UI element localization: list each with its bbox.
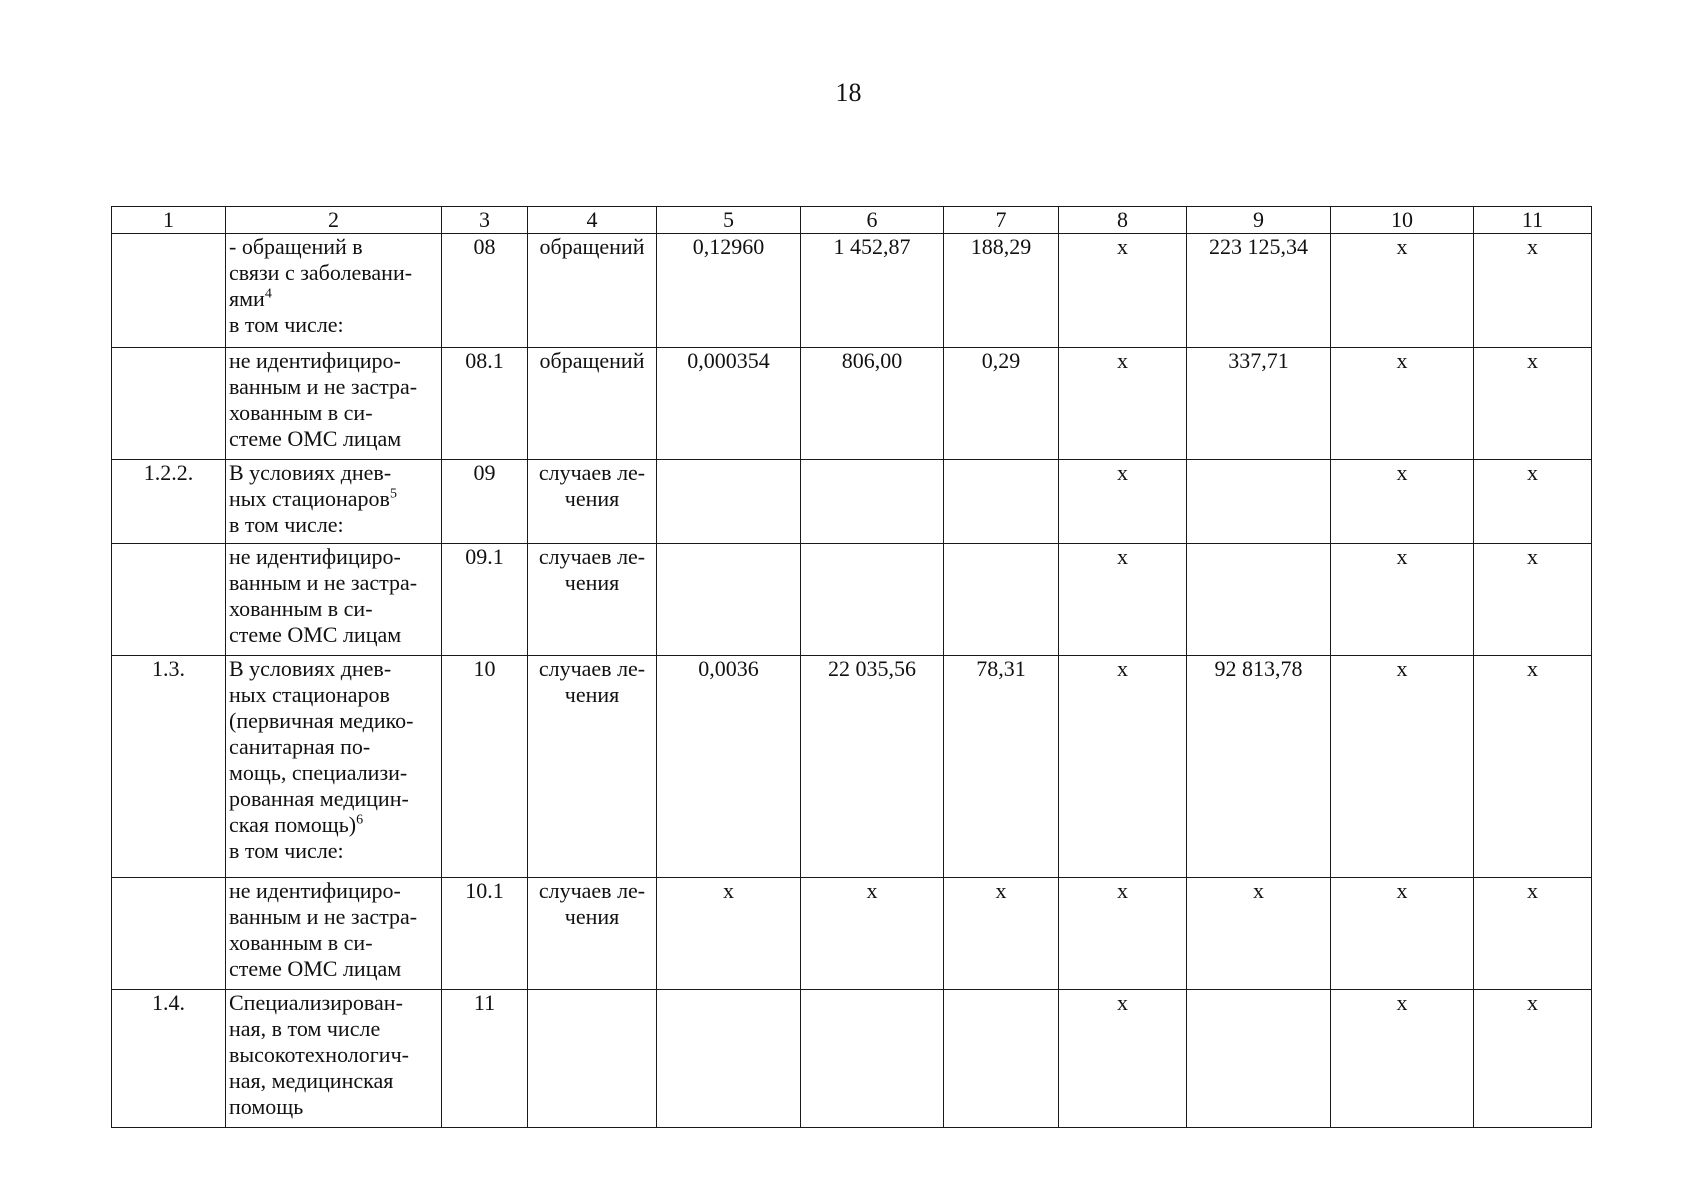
value-cell: x [1059, 348, 1187, 460]
value-cell: x [1331, 656, 1474, 878]
column-number: 7 [944, 207, 1059, 234]
table-row [112, 234, 1592, 348]
row-description: В условиях днев- ных стационаров (первичная медико- санитарная по- мощь, специализи- рованная медицин- ская помощь)$^6$ в том числе: [226, 656, 442, 878]
section-number [112, 878, 226, 990]
unit-cell: случаев ле- чения [528, 878, 657, 990]
row-code: 09 [442, 460, 528, 544]
value-cell [1187, 544, 1331, 656]
value-cell [944, 460, 1059, 544]
value-cell [801, 990, 944, 1128]
value-cell: 92 813,78 [1187, 656, 1331, 878]
value-cell [944, 544, 1059, 656]
value-cell: 0,12960 [657, 234, 801, 348]
value-cell: 0,000354 [657, 348, 801, 460]
table-row [112, 990, 1592, 1128]
value-cell: x [944, 878, 1059, 990]
value-cell: x [1187, 878, 1331, 990]
column-number: 6 [801, 207, 944, 234]
value-cell: x [1331, 234, 1474, 348]
value-cell: 806,00 [801, 348, 944, 460]
row-code: 10 [442, 656, 528, 878]
value-cell: x [1059, 544, 1187, 656]
row-code: 08.1 [442, 348, 528, 460]
section-number: 1.3. [112, 656, 226, 878]
value-cell: x [1474, 656, 1592, 878]
page-number: 18 [835, 78, 862, 107]
value-cell: 0,29 [944, 348, 1059, 460]
value-cell: x [1474, 234, 1592, 348]
value-cell: x [1059, 878, 1187, 990]
value-cell: 337,71 [1187, 348, 1331, 460]
value-cell: x [1474, 990, 1592, 1128]
value-cell: x [1331, 990, 1474, 1128]
table-row [112, 348, 1592, 460]
value-cell: x [801, 878, 944, 990]
value-cell: x [1331, 460, 1474, 544]
column-number: 10 [1331, 207, 1474, 234]
row-description: В условиях днев- ных стационаров$^5$ в том числе: [226, 460, 442, 544]
column-number-row [112, 207, 1592, 234]
value-cell [657, 544, 801, 656]
row-description: - обращений в связи с заболевани- ями$^4$ в том числе: [226, 234, 442, 348]
unit-cell: обращений [528, 234, 657, 348]
row-description: не идентифициро- ванным и не застра- хованным в си- стеме ОМС лицам [226, 878, 442, 990]
value-cell: 78,31 [944, 656, 1059, 878]
value-cell [1187, 460, 1331, 544]
column-number: 11 [1474, 207, 1592, 234]
table-row [112, 878, 1592, 990]
table-row [112, 544, 1592, 656]
value-cell: x [1059, 990, 1187, 1128]
data-table [111, 206, 1592, 1128]
value-cell [657, 990, 801, 1128]
value-cell: x [1331, 878, 1474, 990]
table-row [112, 460, 1592, 544]
row-description: Специализирован- ная, в том числе высокотехнологич- ная, медицинская помощь [226, 990, 442, 1128]
row-code: 09.1 [442, 544, 528, 656]
section-number [112, 348, 226, 460]
value-cell: x [1331, 348, 1474, 460]
column-number: 8 [1059, 207, 1187, 234]
row-code: 08 [442, 234, 528, 348]
value-cell [657, 460, 801, 544]
value-cell [1187, 990, 1331, 1128]
value-cell [944, 990, 1059, 1128]
value-cell: x [1059, 460, 1187, 544]
unit-cell: случаев ле- чения [528, 656, 657, 878]
value-cell: x [1331, 544, 1474, 656]
value-cell: x [1474, 460, 1592, 544]
column-number: 4 [528, 207, 657, 234]
column-number: 3 [442, 207, 528, 234]
row-code: 10.1 [442, 878, 528, 990]
value-cell: 1 452,87 [801, 234, 944, 348]
value-cell [801, 460, 944, 544]
section-number: 1.2.2. [112, 460, 226, 544]
unit-cell [528, 990, 657, 1128]
row-description: не идентифициро- ванным и не застра- хованным в си- стеме ОМС лицам [226, 348, 442, 460]
section-number [112, 544, 226, 656]
table-row [112, 656, 1592, 878]
section-number [112, 234, 226, 348]
value-cell: x [1474, 544, 1592, 656]
value-cell: x [1474, 348, 1592, 460]
column-number: 9 [1187, 207, 1331, 234]
value-cell: x [657, 878, 801, 990]
unit-cell: обращений [528, 348, 657, 460]
value-cell: 223 125,34 [1187, 234, 1331, 348]
value-cell: 0,0036 [657, 656, 801, 878]
value-cell: 188,29 [944, 234, 1059, 348]
column-number: 5 [657, 207, 801, 234]
column-number: 1 [112, 207, 226, 234]
row-code: 11 [442, 990, 528, 1128]
column-number: 2 [226, 207, 442, 234]
unit-cell: случаев ле- чения [528, 544, 657, 656]
row-description: не идентифициро- ванным и не застра- хованным в си- стеме ОМС лицам [226, 544, 442, 656]
value-cell: 22 035,56 [801, 656, 944, 878]
value-cell [801, 544, 944, 656]
unit-cell: случаев ле- чения [528, 460, 657, 544]
value-cell: x [1059, 234, 1187, 348]
value-cell: x [1474, 878, 1592, 990]
value-cell: x [1059, 656, 1187, 878]
section-number: 1.4. [112, 990, 226, 1128]
